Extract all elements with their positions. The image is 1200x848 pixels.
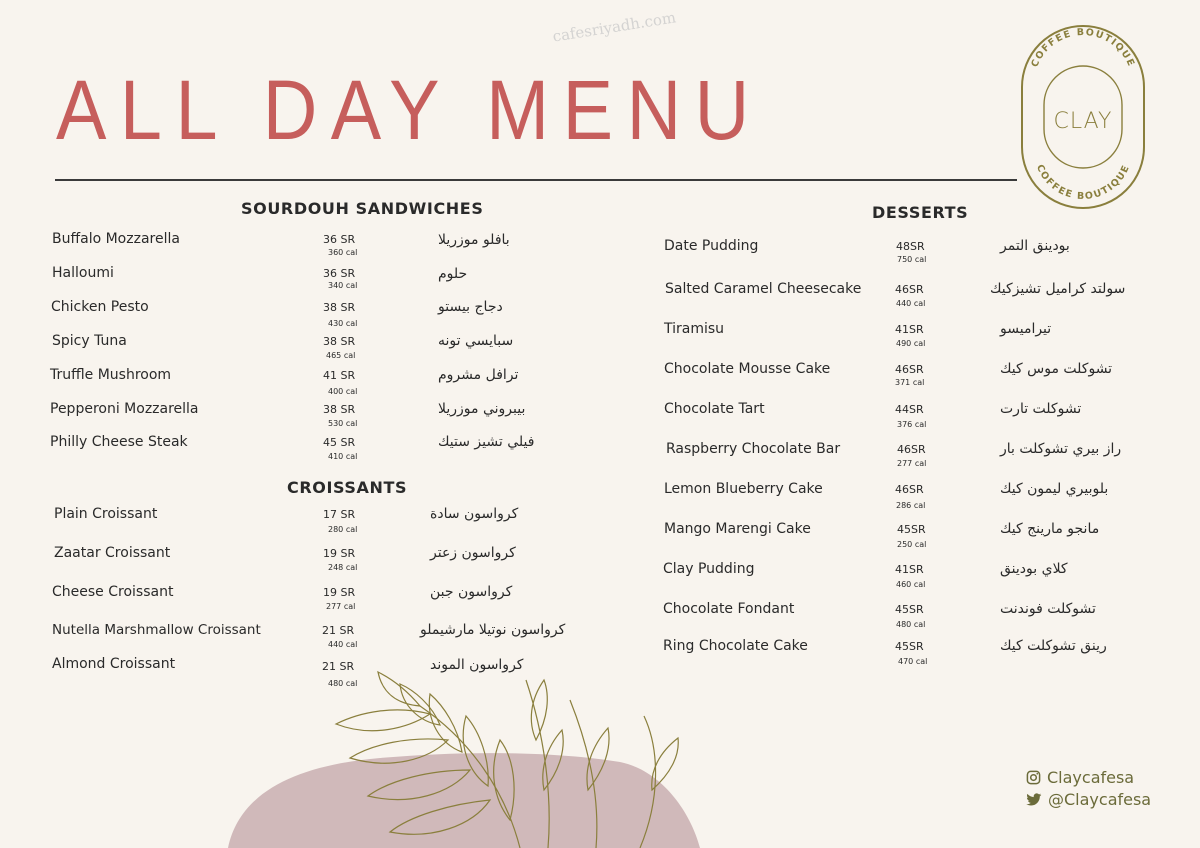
item-name-arabic: تيراميسو <box>1000 321 1052 337</box>
item-calories: 277 cal <box>326 602 356 611</box>
item-price: 41 SR <box>323 369 356 382</box>
svg-text:COFFEE BOUTIQUE <box>1029 27 1136 69</box>
item-name-arabic: فيلي تشيز ستيك <box>438 434 535 450</box>
item-name: Halloumi <box>52 265 114 281</box>
item-price: 21 SR <box>322 624 355 637</box>
item-price: 46SR <box>895 363 924 376</box>
item-name-arabic: كرواسون سادة <box>430 506 519 522</box>
item-calories: 360 cal <box>328 248 358 257</box>
instagram-handle[interactable] <box>1026 768 1134 787</box>
item-calories: 430 cal <box>328 319 358 328</box>
pink-blob <box>228 753 700 848</box>
item-name: Spicy Tuna <box>52 333 127 349</box>
instagram-handle-text: Claycafesa <box>1047 768 1135 787</box>
item-name: Cheese Croissant <box>52 584 174 600</box>
item-price: 17 SR <box>323 508 356 521</box>
item-calories: 440 cal <box>328 640 358 649</box>
item-price: 46SR <box>897 443 926 456</box>
item-price: 45SR <box>897 523 926 536</box>
item-calories: 480 cal <box>896 620 926 629</box>
item-price: 45SR <box>895 640 924 653</box>
item-price: 46SR <box>895 283 924 296</box>
item-name-arabic: بودينق التمر <box>1000 238 1070 254</box>
item-calories: 400 cal <box>328 387 358 396</box>
item-price: 41SR <box>895 563 924 576</box>
item-calories: 440 cal <box>896 299 926 308</box>
item-name-arabic: حلوم <box>438 266 468 282</box>
item-name-arabic: كرواسون جبن <box>430 584 513 600</box>
item-name-arabic: تشوكلت موس كيك <box>1000 361 1113 377</box>
item-price: 19 SR <box>323 586 356 599</box>
item-name-arabic: كلاي بودينق <box>1000 561 1068 577</box>
item-name-arabic: راز بيري تشوكلت بار <box>1000 441 1122 457</box>
item-name: Buffalo Mozzarella <box>52 231 180 247</box>
item-name-arabic: بافلو موزريلا <box>438 232 510 248</box>
item-calories: 750 cal <box>897 255 927 264</box>
logo-bottom-text: COFFEE BOUTIQUE <box>1033 162 1133 203</box>
item-name-arabic: مانجو مارينج كيك <box>1000 521 1100 537</box>
item-calories: 470 cal <box>898 657 928 666</box>
item-name: Mango Marengi Cake <box>664 521 811 537</box>
svg-text:COFFEE BOUTIQUE <box>1034 163 1132 202</box>
section-title-desserts: DESSERTS <box>872 203 969 222</box>
item-name-arabic: سولتد كراميل تشيزكيك <box>990 281 1126 297</box>
item-name: Salted Caramel Cheesecake <box>665 281 862 297</box>
item-name-arabic: كرواسون نوتيلا مارشيملو <box>420 622 566 638</box>
item-price: 48SR <box>896 240 925 253</box>
item-calories: 280 cal <box>328 525 358 534</box>
item-name-arabic: رينق تشوكلت كيك <box>1000 638 1107 654</box>
item-price: 45 SR <box>323 436 356 449</box>
item-name: Plain Croissant <box>54 506 158 522</box>
item-price: 38 SR <box>323 403 356 416</box>
item-calories: 286 cal <box>896 501 926 510</box>
item-calories: 248 cal <box>328 563 358 572</box>
title-divider <box>55 179 1017 181</box>
item-name: Raspberry Chocolate Bar <box>666 441 841 457</box>
logo-center-text: CLAY <box>1053 109 1113 134</box>
item-name: Lemon Blueberry Cake <box>664 481 823 497</box>
item-price: 38 SR <box>323 301 356 314</box>
watermark: cafesriyadh.com <box>551 8 678 46</box>
item-name-arabic: كرواسون زعتر <box>430 545 516 561</box>
item-calories: 340 cal <box>328 281 358 290</box>
item-price: 36 SR <box>323 233 356 246</box>
item-calories: 480 cal <box>328 679 358 688</box>
item-name: Ring Chocolate Cake <box>663 638 808 654</box>
item-name-arabic: بيبروني موزريلا <box>438 401 526 417</box>
twitter-handle[interactable] <box>1026 790 1151 809</box>
item-name: Pepperoni Mozzarella <box>50 401 199 417</box>
item-calories: 371 cal <box>895 378 925 387</box>
item-name-arabic: كرواسون الموند <box>430 657 524 673</box>
twitter-handle-text: @Claycafesa <box>1048 790 1152 809</box>
section-title-croissants: CROISSANTS <box>287 478 408 497</box>
item-name-arabic: بلوبيري ليمون كيك <box>1000 481 1109 497</box>
item-price: 19 SR <box>323 547 356 560</box>
item-name: Date Pudding <box>664 238 759 254</box>
item-name-arabic: تشوكلت تارت <box>1000 401 1082 417</box>
item-name: Nutella Marshmallow Croissant <box>52 622 261 638</box>
page-title: ALL DAY MENU <box>56 63 763 157</box>
item-name: Almond Croissant <box>52 656 176 672</box>
twitter-icon <box>1026 793 1042 807</box>
section-title-sandwiches: SOURDOUH SANDWICHES <box>241 199 484 218</box>
clay-logo <box>1018 22 1148 212</box>
item-price: 21 SR <box>322 660 355 673</box>
item-name: Truffle Mushroom <box>50 367 172 383</box>
item-calories: 410 cal <box>328 452 358 461</box>
item-name: Tiramisu <box>664 321 725 337</box>
item-calories: 530 cal <box>328 419 358 428</box>
item-name: Chocolate Fondant <box>663 601 795 617</box>
item-name: Chicken Pesto <box>51 299 149 315</box>
item-name-arabic: ترافل مشروم <box>438 367 519 383</box>
item-price: 38 SR <box>323 335 356 348</box>
item-name: Chocolate Mousse Cake <box>664 361 831 377</box>
item-price: 41SR <box>895 323 924 336</box>
item-price: 46SR <box>895 483 924 496</box>
item-calories: 376 cal <box>897 420 927 429</box>
item-price: 45SR <box>895 603 924 616</box>
item-calories: 460 cal <box>896 580 926 589</box>
item-price: 36 SR <box>323 267 356 280</box>
item-name: Chocolate Tart <box>664 401 765 417</box>
item-calories: 250 cal <box>897 540 927 549</box>
item-name-arabic: سبايسي تونه <box>438 333 514 349</box>
item-name-arabic: دجاج بيستو <box>438 299 503 315</box>
item-name: Clay Pudding <box>663 561 755 577</box>
item-name-arabic: تشوكلت فوندنت <box>1000 601 1096 617</box>
item-name: Philly Cheese Steak <box>50 434 188 450</box>
item-name: Zaatar Croissant <box>54 545 171 561</box>
item-price: 44SR <box>895 403 924 416</box>
item-calories: 277 cal <box>897 459 927 468</box>
logo-top-text: COFFEE BOUTIQUE <box>1029 26 1137 70</box>
instagram-icon <box>1026 770 1041 785</box>
item-calories: 490 cal <box>896 339 926 348</box>
item-calories: 465 cal <box>326 351 356 360</box>
